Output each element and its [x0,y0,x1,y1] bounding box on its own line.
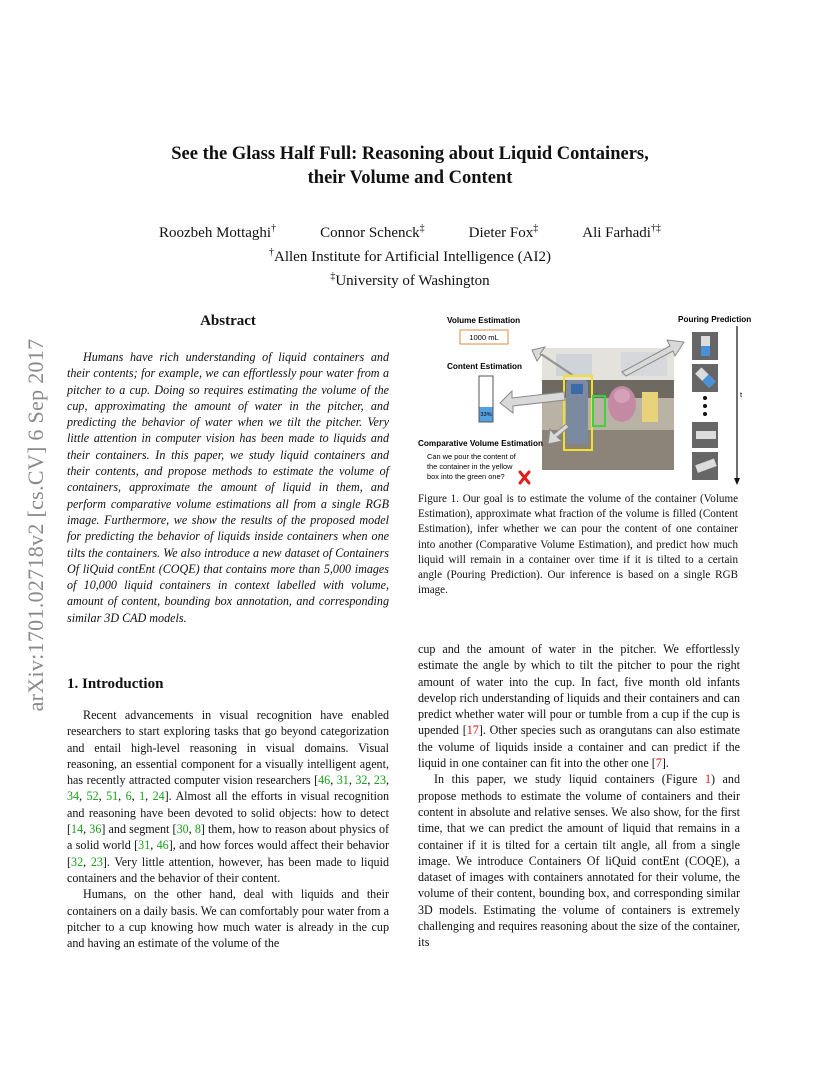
section-heading-introduction: 1. Introduction [67,676,164,692]
paragraph-text: ]. [661,756,669,771]
paragraph-text: , [348,773,356,788]
citation-link[interactable]: 7 [655,756,662,771]
paragraph-text: ]. Almost all the efforts in visual recognition and reasoning have been devoted to solid objects: how to detect [ [67,789,390,837]
citation-link[interactable]: 31 [138,838,151,853]
paragraph-text: , [150,838,157,853]
figure-1 [416,312,756,490]
paragraph [67,707,389,886]
left-column-body [67,707,389,951]
citation-link[interactable]: 34 [67,789,80,804]
paragraph [418,771,740,950]
citation-link[interactable]: 32 [71,854,84,869]
time-label: t [740,390,743,399]
title-line-1: See the Glass Half Full: Reasoning about Liquid Containers, [171,144,649,164]
label-content-estimation: Content Estimation [447,362,523,371]
paper-title [100,142,720,190]
author: Roozbeh Mottaghi† [159,223,277,241]
pouring-frames [692,332,718,480]
volume-value: 1000 mL [469,333,499,342]
citation-link[interactable]: 52 [86,789,99,804]
citation-link[interactable]: 32 [355,773,368,788]
paragraph-text: , [83,854,91,869]
paragraph-text: , [98,789,107,804]
citation-link[interactable]: 31 [336,773,349,788]
citation-link[interactable]: 51 [106,789,119,804]
paragraph [418,641,740,771]
author-names [100,219,720,243]
figure-1-caption: Figure 1. Our goal is to estimate the volume of the container (Volume Estimation), approximate what fraction of the volume is filled (Content Estimation), infer whether we can pour the content of one container into another (Comparative Volume Estimation), and predict how much liquid will remain in a container over time if it is tilted to a certain angle (Pouring Prediction). Our inference is based on a single RGB image. [418,493,738,597]
question-line-2: the container in the yellow [427,462,513,471]
citation-link[interactable]: 30 [176,822,189,837]
citation-link[interactable]: 24 [152,789,165,804]
label-pouring-prediction: Pouring Prediction [678,315,752,324]
author: Connor Schenck‡ [320,223,425,241]
paragraph-text: cup and the amount of water in the pitcher. We effortlessly estimate the angle by which to tilt the pitcher to pour the right amount of water into the cup. In fact, five month old infants develop rich understanding of liquids and their containers and can predict whether water will pour or tumble from a cup if the cup is upended [ [418,642,740,738]
paragraph-text: , [386,773,390,788]
citation-link[interactable]: 23 [373,773,386,788]
affiliation-uw: ‡University of Washington [330,271,490,289]
paragraph-text: , [118,789,126,804]
paragraph-text: , [145,789,153,804]
citation-link[interactable]: 1 [704,772,711,787]
paragraph-text: , [79,789,87,804]
paragraph-text: ) and propose methods to estimate the volume of containers and their content in absolute and relative senses. We also show, for the first time, that we can predict the amount of liquid that remains in a container if it is tilted for a certain tilt angle, all from a single image. We introduce Containers Of liQuid contEnt (COQE), a dataset of images with containers annotated for their volume, the volume of their content, bounding box, and corresponding similar 3D models. Estimating the volume of containers is extremely challenging and requires reasoning about the size of the container, its [418,772,740,950]
content-value: 33% [480,412,492,418]
citation-link[interactable]: 46 [156,838,169,853]
author: Dieter Fox‡ [468,223,539,241]
paragraph: Humans, on the other hand, deal with liquids and their containers on a daily basis. We can comfortably pour water from a pitcher to a cup knowing how much water is already in the cup and having an estimate of the volume of the [67,887,389,951]
question-line-1: Can we pour the content of [427,452,516,461]
label-volume-estimation: Volume Estimation [447,316,521,325]
label-comparative-volume: Comparative Volume Estimation [418,439,543,448]
citation-link[interactable]: 23 [90,854,103,869]
question-line-3: box into the green one? [427,472,505,481]
abstract-text: Humans have rich understanding of liquid containers and their contents; for example, we can effortlessly pour water from a pitcher to a cup. Doing so requires estimating the volume of the cup, approximating the amount of water in the pitcher, and predicting the behavior of water when we tilt the pitcher. Very little attention in computer vision has been made to liquids and their containers. In this paper, we study liquid containers and their contents, and propose methods to estimate the volume of containers, approximate the amount of liquid in them, and perform comparative volume estimations all from a single RGB image. Furthermore, we show the results of the proposed model for predicting the behavior of liquids inside containers when one tilts the containers. We also introduce a new dataset of Containers Of liQuid contEnt (COQE) that contains more than 5,000 images of 10,000 liquid containers in context labelled with volume, amount of content, bounding box annotation, and corresponding similar 3D CAD models. [67,350,389,625]
citation-link[interactable]: 6 [125,789,132,804]
paragraph-text: ]. Other species such as orangutans can also estimate the volume of liquids inside a container and can predict if the liquid in one container can fit into the other one [ [418,723,740,771]
paragraph-text: , [330,773,337,788]
scene-photo [542,348,674,470]
paragraph-text: ] them, how to reason about physics of a solid world [ [67,822,390,853]
paragraph-text: ] and segment [ [101,822,177,837]
title-line-2: their Volume and Content [307,168,513,188]
citation-link[interactable]: 46 [318,773,331,788]
arrow-down-icon [734,478,740,485]
paragraph-text: In this paper, we study liquid containers (Figure [434,772,705,787]
cross-icon [520,472,529,483]
author: Ali Farhadi†‡ [582,223,661,241]
author-block [100,219,720,291]
paragraph-text: , [188,822,195,837]
citation-link[interactable]: 17 [466,723,479,738]
citation-link[interactable]: 1 [139,789,146,804]
paragraph-text: , [131,789,140,804]
citation-link[interactable]: 14 [71,822,84,837]
paragraph-text: , [83,822,90,837]
citation-link[interactable]: 36 [89,822,102,837]
abstract-heading: Abstract [200,313,256,329]
affiliation-ai2: †Allen Institute for Artificial Intelligence (AI2) [269,247,551,265]
paragraph-text: ], and how forces would affect their behavior [ [67,838,389,869]
paragraph-text: ]. Very little attention, however, has been made to liquid containers and the behavior of their content. [67,854,389,885]
right-column-body [418,641,740,951]
arxiv-identifier: arXiv:1701.02718v2 [cs.CV] 6 Sep 2017 [23,338,48,712]
paragraph-text: Recent advancements in visual recognition have enabled researchers to start exploring tasks that go beyond categorization and entail high-level reasoning in visual domains. Visual reasoning, an essential component for a visually intelligent agent, has recently attracted computer vision researchers [ [67,708,389,788]
citation-link[interactable]: 8 [194,822,201,837]
paragraph-text: , [367,773,374,788]
